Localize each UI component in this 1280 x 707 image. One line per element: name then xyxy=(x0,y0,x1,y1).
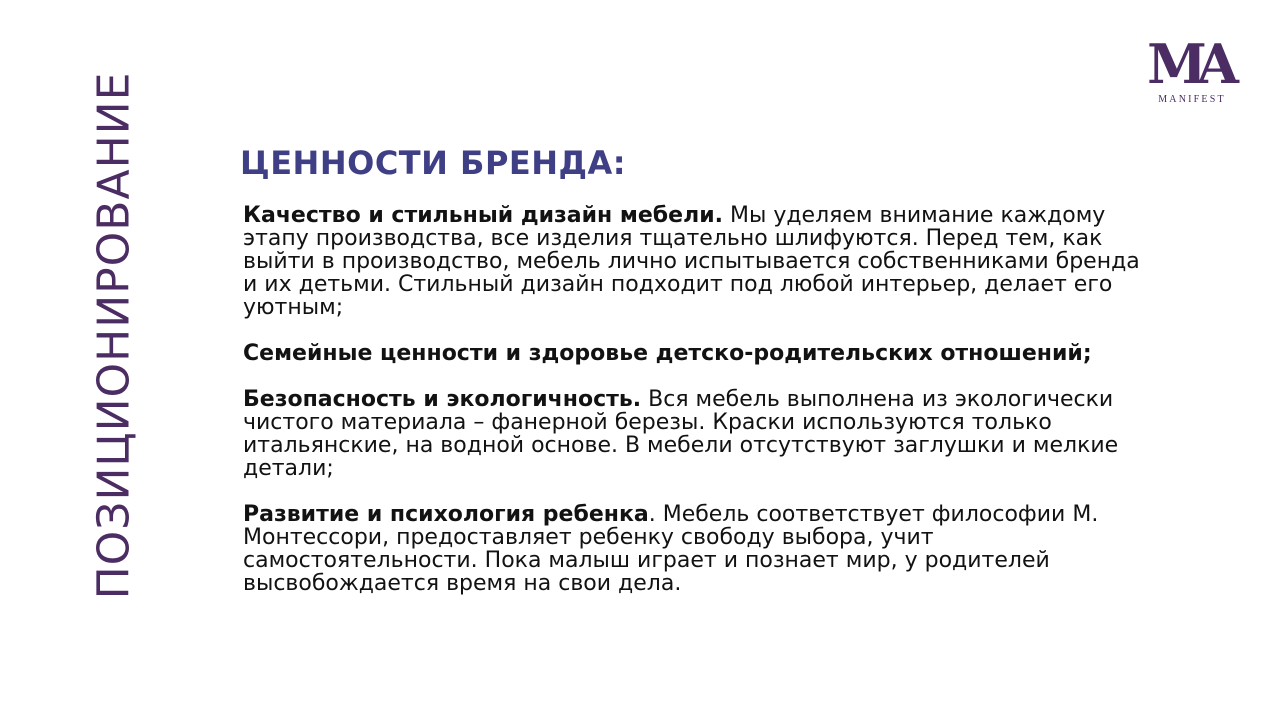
value-paragraph xyxy=(243,503,1143,595)
value-title: Развитие и психология ребенка xyxy=(243,502,649,527)
side-title-text: ПОЗИЦИОНИРОВАНИЕ xyxy=(88,71,140,599)
logo-mark: MA xyxy=(1147,32,1229,96)
value-paragraph xyxy=(243,388,1143,480)
value-title: Семейные ценности и здоровье детско-родительских отношений; xyxy=(243,341,1092,366)
value-text: Вся мебель выполнена из экологически чистого материала – фанерной березы. Краски используются только итальянские, на водной основе. В мебели отсутствуют заглушки и мелкие детали; xyxy=(243,387,1119,481)
side-title xyxy=(89,40,139,630)
value-title: Безопасность и экологичность. xyxy=(243,387,642,412)
brand-values-list xyxy=(243,204,1143,618)
value-text: Мы уделяем внимание каждому этапу производства, все изделия тщательно шлифуются. Перед тем, как выйти в производство, мебель лично испытывается собственниками бренда и их детьми. Стильный дизайн подходит под любой интерьер, делает его уютным; xyxy=(243,203,1140,320)
brand-logo xyxy=(1147,32,1234,110)
logo-wordmark: MANIFEST xyxy=(1158,94,1226,105)
value-title: Качество и стильный дизайн мебели. xyxy=(243,203,723,228)
page-heading: ЦЕННОСТИ БРЕНДА: xyxy=(240,144,627,182)
value-paragraph xyxy=(243,204,1143,319)
value-text: . Мебель соответствует философии М. Монтессори, предоставляет ребенку свободу выбора, учит самостоятельности. Пока малыш играет и познает мир, у родителей высвобождается время на свои дела. xyxy=(243,502,1099,596)
value-paragraph xyxy=(243,342,1143,365)
